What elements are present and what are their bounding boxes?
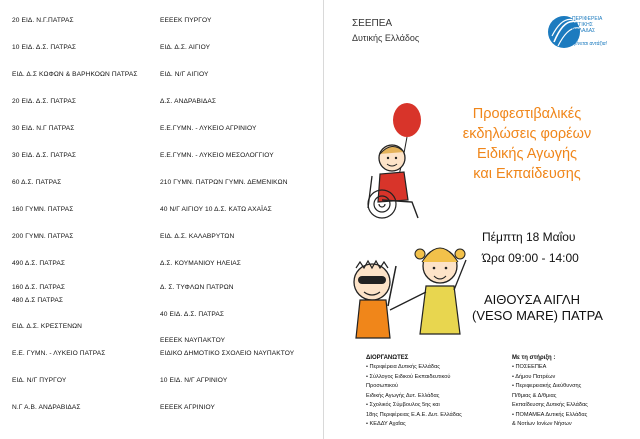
title-line: και Εκπαίδευσης: [473, 166, 581, 182]
school-entry: 20 ΕΙΔ. Ν.Γ.ΠΑΤΡΑΣ: [12, 17, 74, 24]
school-entry: ΕΙΔ. Ν/Γ ΠΥΡΓΟΥ: [12, 377, 67, 384]
school-entry: Ε.Ε.ΓΥΜΝ. - ΛΥΚΕΙΟ ΜΕΣΟΛΟΓΓΙΟΥ: [160, 152, 274, 159]
title-line: Ειδικής Αγωγής: [477, 146, 577, 162]
venue-name: ΑΙΘΟΥΣΑ ΑΙΓΛΗ: [484, 292, 580, 307]
organizers-item: 18ης Περιφέρειας Ε.Α.Ε. Δυτ. Ελλάδας: [366, 411, 462, 418]
school-entry: Δ.Σ. ΚΟΥΜΑΝΙΟΥ ΗΛΕΙΑΣ: [160, 260, 241, 267]
organizers-item: • Σύλλογος Ειδικού Εκπαιδευτικού: [366, 373, 451, 380]
logo-line-1: ΠΕΡΙΦΕΡΕΙΑ: [572, 16, 603, 22]
school-entry: Δ. Σ. ΤΥΦΛΩΝ ΠΑΤΡΩΝ: [160, 284, 234, 291]
school-entry: ΕΕΕΕΚ ΠΥΡΓΟΥ: [160, 17, 212, 24]
org-region: Δυτικής Ελλάδος: [352, 33, 420, 43]
poster-panel: [324, 0, 640, 439]
school-entry: 10 ΕΙΔ. Ν/Γ ΑΓΡΙΝΙΟΥ: [160, 377, 228, 384]
supporters-item: Εκπαίδευσης Δυτικής Ελλάδας: [512, 402, 588, 408]
event-title: [424, 104, 630, 184]
school-entry: Ε.Ε. ΓΥΜΝ. - ΛΥΚΕΙΟ ΠΑΤΡΑΣ: [12, 350, 106, 357]
supporters-heading: Με τη στήριξη :: [512, 355, 556, 361]
school-entry: ΕΙΔ. Δ.Σ. ΑΙΓΙΟΥ: [160, 44, 211, 51]
supporters-item: & Νοτίων Ιονίων Νήσων: [512, 421, 572, 427]
title-line: εκδηλώσεις φορέων: [462, 126, 592, 142]
title-line: Προφεστιβαλικές: [472, 106, 582, 122]
school-entry: 480 Δ.Σ ΠΑΤΡΑΣ: [12, 297, 64, 304]
logo-slogan: γίνεται αντάξια!: [574, 41, 608, 47]
school-entry: ΕΕΕΕΚ ΑΓΡΙΝΙΟΥ: [160, 404, 216, 411]
school-entry: ΕΙΔ. Δ.Σ ΚΩΦΩΝ & ΒΑΡΗΚΟΩΝ ΠΑΤΡΑΣ: [12, 71, 138, 78]
school-entry: 160 Δ.Σ. ΠΑΤΡΑΣ: [12, 284, 66, 291]
school-entry: ΕΕΕΕΚ ΝΑΥΠΑΚΤΟΥ: [160, 337, 226, 344]
school-entry: 210 ΓΥΜΝ. ΠΑΤΡΩΝ ΓΥΜΝ. ΔΕΜΕΝΙΚΩΝ: [160, 179, 288, 186]
school-entry: ΕΙΔ. Ν/Γ ΑΙΓΙΟΥ: [160, 71, 209, 78]
school-entry: Ν.Γ Α.Β. ΑΝΔΡΑΒΙΔΑΣ: [12, 404, 81, 411]
supporters-item: Π/θμιας & Δ/θμιας: [512, 392, 557, 399]
organizers-item: • ΚΕΔΔΥ Αχαΐας: [366, 421, 406, 427]
logo-line-2: ΔΥΤΙΚΗΣ: [572, 22, 593, 28]
school-entry: 200 ΓΥΜΝ. ΠΑΤΡΑΣ: [12, 233, 74, 240]
organizers-item: Ειδικής Αγωγής Δυτ. Ελλάδας: [366, 392, 440, 399]
organizers-heading: ΔΙΟΡΓΑΝΩΤΕΣ: [366, 355, 409, 361]
venue-location: (VESO MARE) ΠΑΤΡΑ: [472, 308, 603, 323]
school-entry: 30 ΕΙΔ. Δ.Σ. ΠΑΤΡΑΣ: [12, 152, 77, 159]
event-date: Πέμπτη 18 Μαΐου: [482, 230, 576, 244]
organizers-item: • Περιφέρεια Δυτικής Ελλάδας: [366, 364, 440, 370]
event-time: Ώρα 09:00 - 14:00: [482, 251, 579, 265]
organizers-item: Προσωπικού: [366, 383, 399, 389]
school-entry: ΕΙΔ. Δ.Σ. ΚΡΕΣΤΕΝΩΝ: [12, 323, 82, 330]
org-name: ΣΕΕΠΕΑ: [352, 18, 393, 29]
supporters-item: • ΠΟΜΑΜΕΑ Δυτικής Ελλάδας: [512, 411, 588, 418]
school-entry: 30 ΕΙΔ. Ν.Γ ΠΑΤΡΑΣ: [12, 125, 75, 132]
logo-line-3: ΕΛΛΑΔΑΣ: [572, 28, 596, 34]
school-entry: 160 ΓΥΜΝ. ΠΑΤΡΑΣ: [12, 206, 74, 213]
school-entry: 490 Δ.Σ. ΠΑΤΡΑΣ: [12, 260, 66, 267]
school-entry: 40 ΕΙΔ. Δ.Σ. ΠΑΤΡΑΣ: [160, 311, 225, 318]
school-entry: 40 Ν/Γ ΑΙΓΙΟΥ 10 Δ.Σ. ΚΑΤΩ ΑΧΑΪΑΣ: [160, 206, 272, 213]
school-entry: Δ.Σ. ΑΝΔΡΑΒΙΔΑΣ: [160, 98, 217, 105]
school-entry: 10 ΕΙΔ. Δ.Σ. ΠΑΤΡΑΣ: [12, 44, 77, 51]
supporters-item: • Δήμου Πατρέων: [512, 373, 556, 380]
supporters-item: • Περιφερειακής Διεύθυνσης: [512, 383, 582, 389]
school-entry: ΕΙΔ. Δ.Σ. ΚΑΛΑΒΡΥΤΩΝ: [160, 233, 235, 240]
school-entry: ΕΙΔΙΚΟ ΔΗΜΟΤΙΚΟ ΣΧΟΛΕΙΟ ΝΑΥΠΑΚΤΟΥ: [160, 350, 295, 357]
organizers-item: • Σχολικός Σύμβουλος 5ης και: [366, 402, 440, 408]
school-entry: Ε.Ε.ΓΥΜΝ. - ΛΥΚΕΙΟ ΑΓΡΙΝΙΟΥ: [160, 125, 257, 132]
school-entry: 60 Δ.Σ. ΠΑΤΡΑΣ: [12, 179, 62, 186]
supporters-item: • ΠΟΣΕΕΠΕΑ: [512, 364, 547, 370]
balloon-icon: [393, 103, 421, 137]
school-entry: 20 ΕΙΔ. Δ.Σ. ΠΑΤΡΑΣ: [12, 98, 77, 105]
